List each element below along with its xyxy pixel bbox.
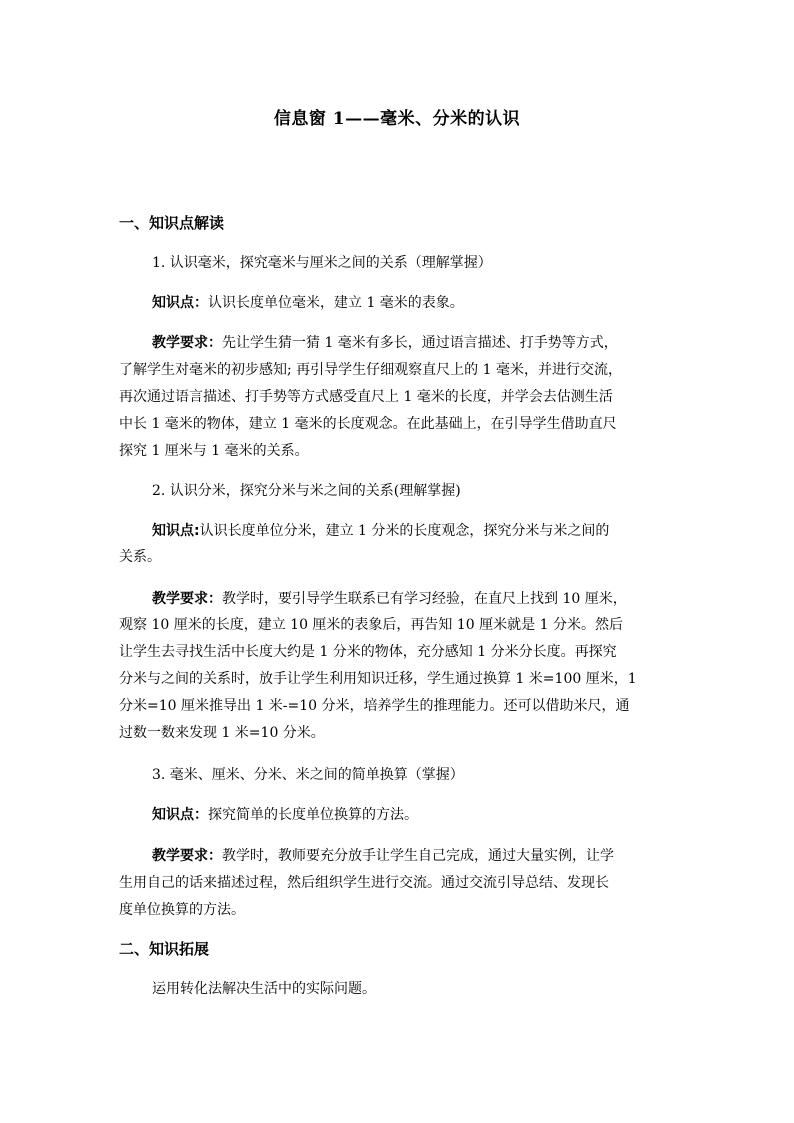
requirement-label: 教学要求： [152, 335, 222, 351]
item-1-requirement-line: 中长 1 毫米的物体，建立 1 毫米的长度观念。在此基础上，在引导学生借助直尺 [119, 416, 617, 432]
requirement-label: 教学要求： [152, 848, 222, 864]
requirement-text: 教学时，教师要充分放手让学生自己完成，通过大量实例，让学 [222, 848, 614, 864]
knowledge-point-text: 探究简单的长度单位换算的方法。 [208, 807, 418, 823]
item-1-heading: 1. 认识毫米，探究毫米与厘米之间的关系（理解掌握） [152, 255, 492, 271]
item-1-knowledge-point [152, 292, 464, 312]
knowledge-point-text: 认识长度单位分米，建立 1 分米的长度观念，探究分米与米之间的 [199, 523, 610, 539]
knowledge-point-label: 知识点： [152, 807, 208, 823]
section-heading-2: 二、知识拓展 [119, 940, 210, 958]
item-2-knowledge-point-line: 关系。 [119, 549, 161, 565]
knowledge-point-text: 认识长度单位毫米，建立 1 毫米的表象。 [208, 295, 464, 311]
item-2-requirement-line: 观察 10 厘米的长度，建立 10 厘米的表象后，再告知 10 厘米就是 1 分米。然后 [119, 617, 623, 633]
item-3-requirement-line [152, 845, 614, 865]
item-2-requirement-line: 分米=10 厘米推导出 1 米-=10 分米，培养学生的推理能力。还可以借助米尺，通 [119, 698, 630, 714]
page-title: 信息窗 1——毫米、分米的认识 [273, 109, 521, 129]
item-2-knowledge-point [152, 520, 609, 540]
item-1-requirement-line: 探究 1 厘米与 1 毫米的关系。 [119, 443, 309, 459]
item-1-requirement-line: 再次通过语言描述、打手势等方式感受直尺上 1 毫米的长度，并学会去估测生活 [119, 389, 613, 405]
requirement-text: 教学时，要引导学生联系已有学习经验，在直尺上找到 10 厘米， [222, 591, 627, 607]
item-3-requirement-line: 生用自己的话来描述过程，然后组织学生进行交流。通过交流引导总结、发现长 [119, 875, 609, 891]
knowledge-point-label: 知识点： [152, 295, 208, 311]
item-2-requirement-line: 分米与之间的关系时，放手让学生利用知识迁移，学生通过换算 1 米=100 厘米，1 [119, 671, 637, 687]
item-2-requirement-line: 让学生去寻找生活中长度大约是 1 分米的物体，充分感知 1 分米分长度。再探究 [119, 644, 617, 660]
section-heading-1: 一、知识点解读 [119, 214, 225, 232]
item-3-knowledge-point [152, 804, 418, 824]
extension-text: 运用转化法解决生活中的实际问题。 [152, 981, 376, 997]
item-2-requirement-line [152, 588, 627, 608]
requirement-label: 教学要求： [152, 591, 222, 607]
item-2-heading: 2. 认识分米，探究分米与米之间的关系(理解掌握) [152, 483, 461, 499]
knowledge-point-label: 知识点: [152, 523, 200, 539]
item-2-requirement-line: 过数一数来发现 1 米=10 分米。 [119, 725, 325, 741]
item-3-requirement-line: 度单位换算的方法。 [119, 902, 245, 918]
item-1-requirement-line [152, 332, 618, 352]
item-1-requirement-line: 了解学生对毫米的初步感知; 再引导学生仔细观察直尺上的 1 毫米，并进行交流， [119, 362, 622, 378]
requirement-text: 先让学生猜一猜 1 毫米有多长，通过语言描述、打手势等方式， [222, 335, 618, 351]
item-3-heading: 3. 毫米、厘米、分米、米之间的简单换算（掌握） [152, 767, 464, 783]
